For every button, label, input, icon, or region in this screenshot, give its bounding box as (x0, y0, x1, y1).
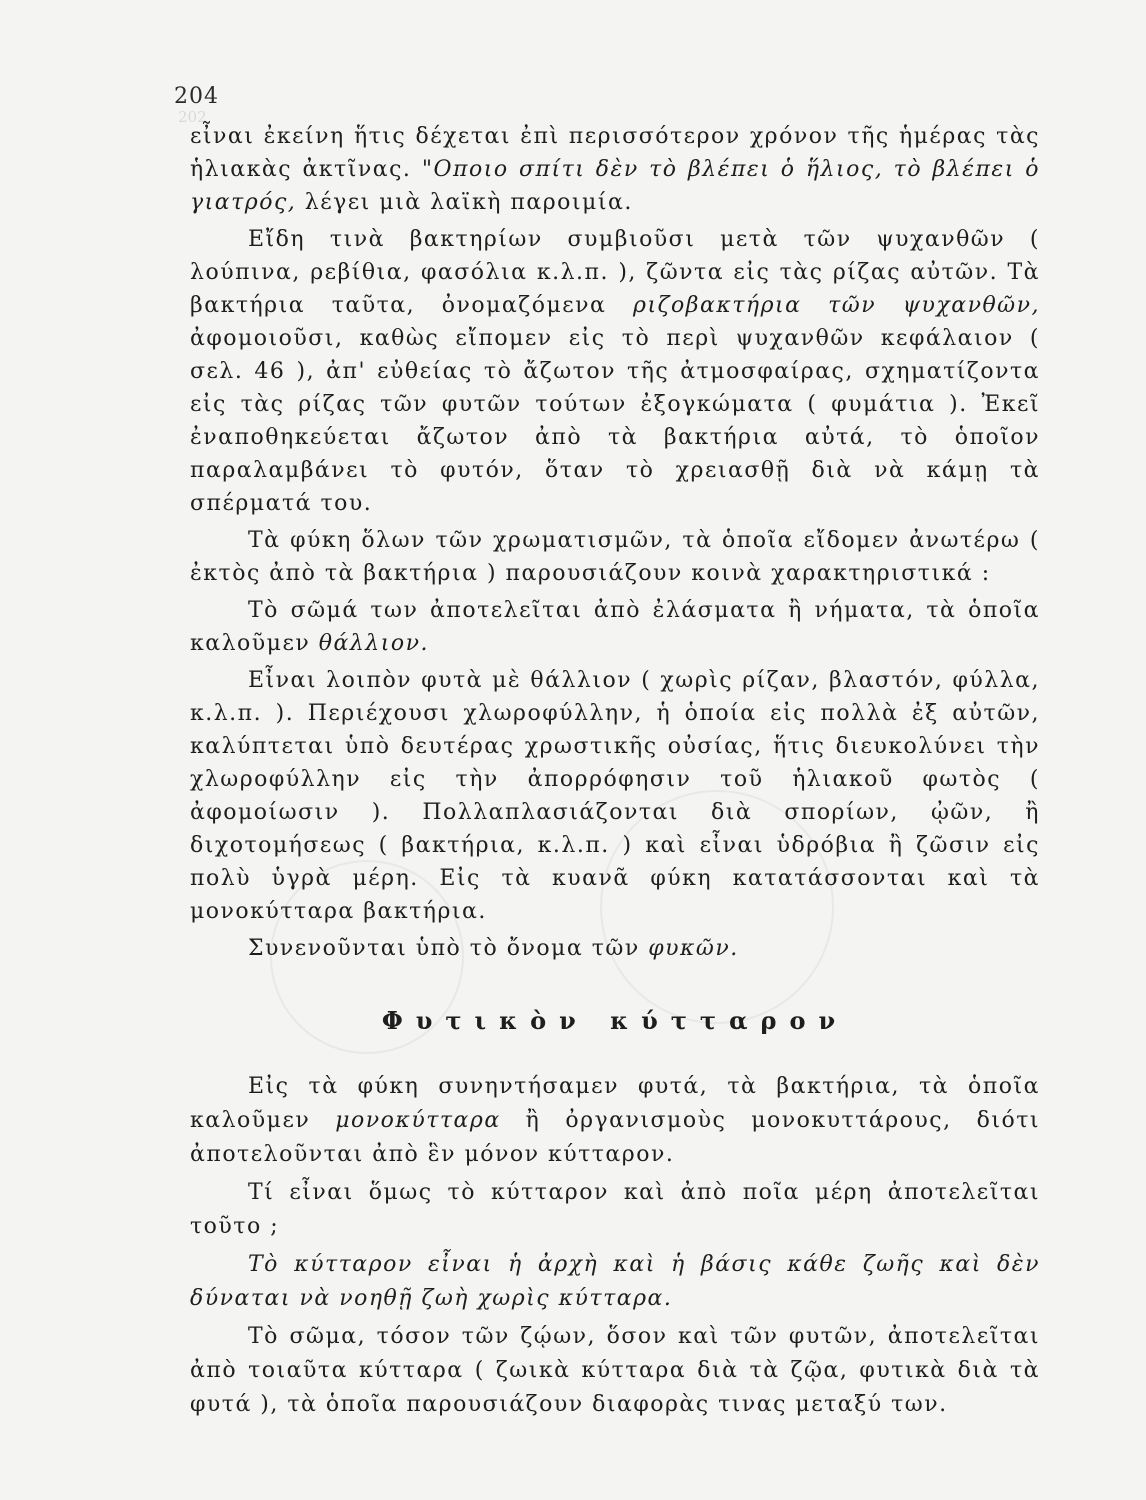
paragraph-text: Εἶναι λοιπὸν φυτὰ μὲ θάλλιον ( χωρὶς ρίζαν, βλαστόν, φύλλα, κ.λ.π. ). Περιέχουσι χλωροφύλλην, ἡ ὁποία εἰς πολλὰ ἐξ αὐτῶν, καλύπτεται ὑπὸ δευτέρας χρωστικῆς οὐσίας, ἥτις διευκολύνει τὴν χλωροφύλλην εἰς τὴν ἀπορρόφησιν τοῦ ἡλιακοῦ φωτὸς ( ἀφομοίωσιν ). Πολλαπλασιάζονται διὰ σπορίων, ᾠῶν, ἢ διχοτομήσεως ( βακτήρια, κ.λ.π. ) καὶ εἶναι ὑδρόβια ἢ ζῶσιν εἰς πολὺ ὑγρὰ μέρη. Εἰς τὰ κυανᾶ φύκη κατατάσσονται καὶ τὰ μονοκύτταρα βακτήρια. (190, 668, 1040, 924)
paragraph (190, 1176, 1040, 1244)
italic-text: θάλλιον. (318, 631, 429, 656)
paragraph (190, 1248, 1040, 1316)
paragraph-text: Τὸ σῶμα, τόσον τῶν ζῴων, ὅσον καὶ τῶν φυτῶν, ἀποτελεῖται ἀπὸ τοιαῦτα κύτταρα ( ζωικὰ κύτταρα διὰ τὰ ζῷα, φυτικὰ διὰ τὰ φυτά ), τὰ ὁποῖα παρουσιάζουν διαφορὰς τινας μεταξύ των. (190, 1324, 1040, 1417)
paragraph (190, 524, 1040, 590)
paragraph-text: Τί εἶναι ὅμως τὸ κύτταρον καὶ ἀπὸ ποῖα μέρη ἀποτελεῖται τοῦτο ; (190, 1180, 1040, 1239)
paragraph-text: Τὰ φύκη ὅλων τῶν χρωματισμῶν, τὰ ὁποῖα εἴδομεν ἀνωτέρω ( ἐκτὸς ἀπὸ τὰ βακτήρια ) παρουσιάζουν κοινὰ χαρακτηριστικά : (190, 528, 1040, 586)
section-text (190, 1070, 1040, 1426)
ghost-page-number: 202 (178, 108, 207, 126)
paragraph (190, 1320, 1040, 1422)
paragraph (190, 120, 1040, 219)
paragraph-text: ἢ ὀργανισμοὺς μονοκυττάρους, διότι ἀποτελοῦνται ἀπὸ ἓν μόνον κύτταρον. (190, 1108, 1041, 1167)
italic-text: φυκῶν. (648, 936, 739, 961)
paragraph-text: Εἰς τὰ φύκη συνηντήσαμεν φυτά, τὰ βακτήρια, τὰ ὁποῖα καλοῦμεν (190, 1074, 1040, 1133)
paragraph-text: Τὸ σῶμά των ἀποτελεῖται ἀπὸ ἐλάσματα ἢ νήματα, τὰ ὁποῖα καλοῦμεν (190, 598, 1040, 656)
italic-text: Τὸ κύτταρον εἶναι ἡ ἀρχὴ καὶ ἡ βάσις κάθε ζωῆς καὶ δὲν δύναται νὰ νοηθῇ ζωὴ χωρὶς κύτταρα. (190, 1252, 1040, 1311)
page-number: 204 (174, 84, 219, 109)
paragraph (190, 223, 1040, 520)
paragraph (190, 594, 1040, 660)
paragraph-text: Εἴδη τινὰ βακτηρίων συμβιοῦσι μετὰ τῶν ψυχανθῶν ( λούπινα, ρεβίθια, φασόλια κ.λ.π. ), ζῶντα εἰς τὰς ρίζας αὐτῶν. Τὰ βακτήρια ταῦτα, ὀνομαζόμενα (190, 227, 1040, 318)
paragraph-text: ἀφομοιοῦσι, καθὼς εἴπομεν εἰς τὸ περὶ ψυχανθῶν κεφάλαιον ( σελ. 46 ), ἀπ' εὐθείας τὸ ἄζωτον τῆς ἀτμοσφαίρας, σχηματίζοντα εἰς τὰς ρίζας τῶν φυτῶν τούτων ἐξογκώματα ( φυμάτια ). Ἐκεῖ ἐναποθηκεύεται ἄζωτον ἀπὸ τὰ βακτήρια αὐτά, τὸ ὁποῖον παραλαμβάνει τὸ φυτόν, ὅταν τὸ χρειασθῇ διὰ νὰ κάμῃ τὰ σπέρματά του. (190, 326, 1040, 516)
paragraph-text: εἶναι ἐκείνη ἥτις δέχεται ἐπὶ περισσότερον χρόνον τῆς ἡμέρας τὰς ἡλιακὰς ἀκτῖνας. (190, 124, 1040, 182)
section-title: Φυτικὸν κύτταρον (381, 1006, 849, 1035)
paragraph (190, 664, 1040, 928)
paragraph-text: Συνενοῦνται ὑπὸ τὸ ὄνομα τῶν (248, 936, 649, 961)
italic-text: "Οποιο σπίτι δὲν τὸ βλέπει ὁ ἥλιος, τὸ βλέπει ὁ γιατρός, (190, 157, 1041, 215)
paragraph (190, 1070, 1040, 1172)
paragraph-text: λέγει μιὰ λαϊκὴ παροιμία. (296, 190, 633, 215)
italic-text: ριζοβακτήρια τῶν ψυχανθῶν, (633, 293, 1040, 318)
paragraph (190, 932, 1040, 965)
italic-text: μονοκύτταρα (335, 1108, 501, 1133)
main-text (190, 120, 1040, 969)
